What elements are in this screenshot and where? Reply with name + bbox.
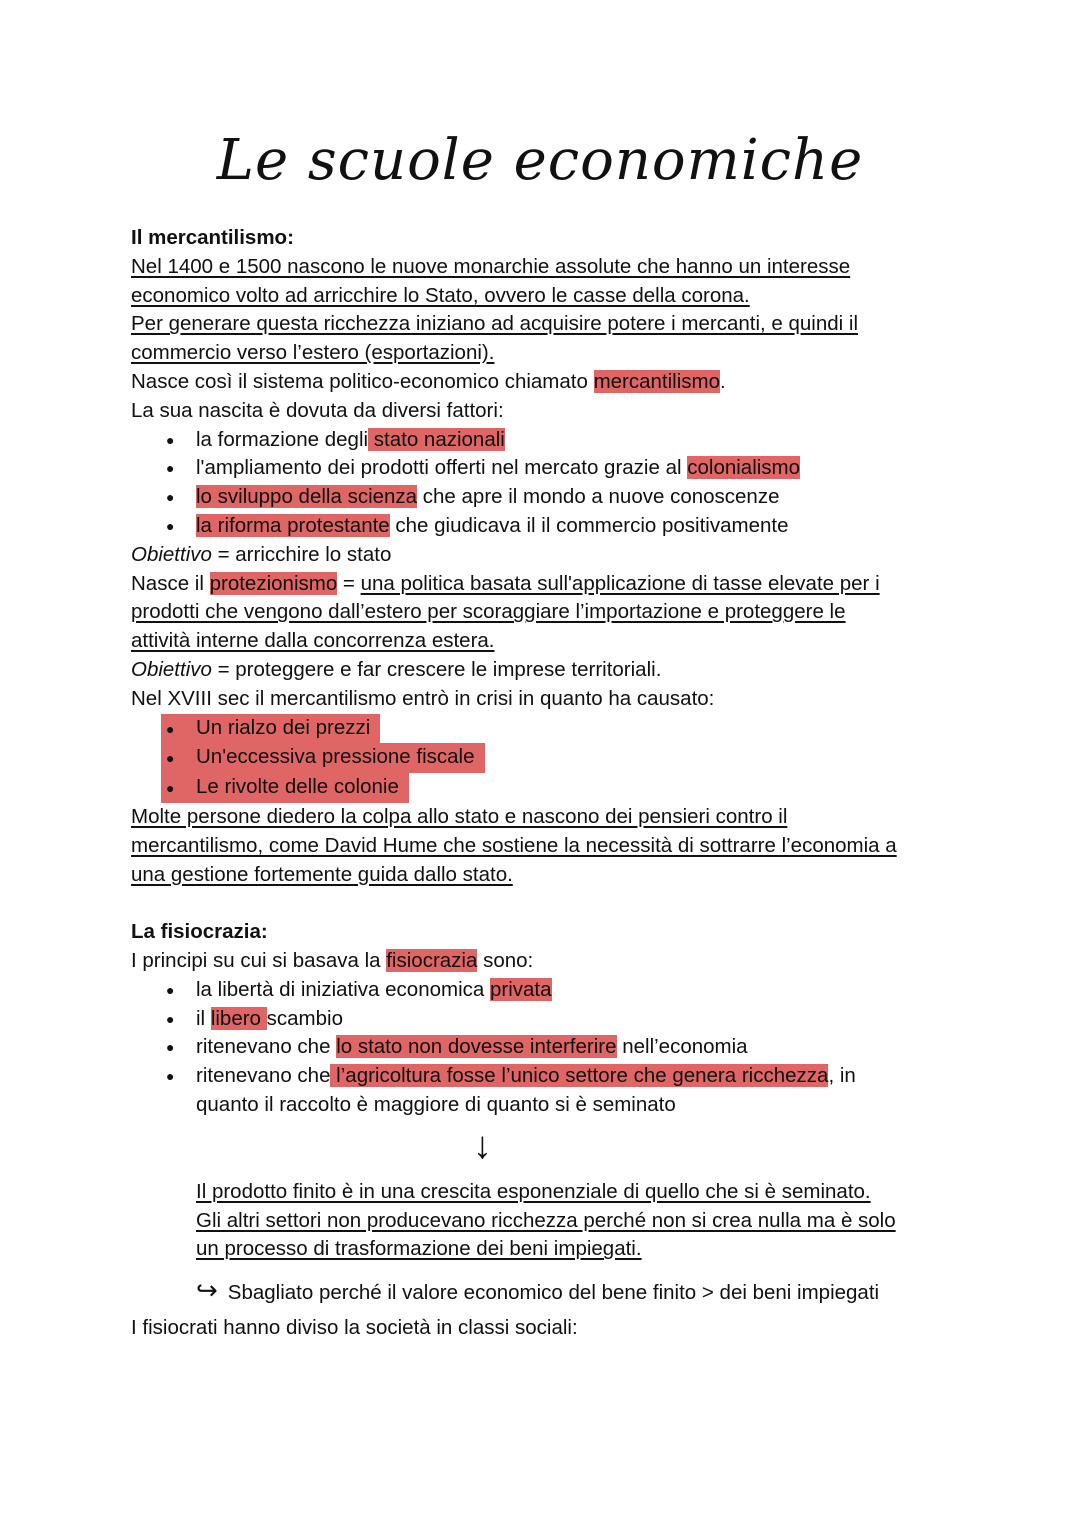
note-line xyxy=(131,1276,961,1308)
text: = proteggere e far crescere le imprese territoriali. xyxy=(211,657,662,681)
paragraph-line: Nel XVIII sec il mercantilismo entrò in crisi in quanto ha causato: xyxy=(131,686,715,710)
list-item xyxy=(131,976,961,1005)
paragraph-line: prodotti che vengono dall’estero per scoraggiare l’importazione e proteggere le xyxy=(131,600,846,624)
text: nell’economia xyxy=(616,1035,748,1059)
spacer xyxy=(131,889,961,918)
list-item xyxy=(131,773,961,803)
paragraph-line xyxy=(131,570,961,599)
text: l'ampliamento dei prodotti offerti nel mercato grazie al xyxy=(196,456,688,480)
list-item-continuation: quanto il raccolto è maggiore di quanto si è seminato xyxy=(196,1092,676,1116)
document-body xyxy=(131,224,961,1343)
text: = arricchire lo stato xyxy=(211,542,392,566)
text: , in xyxy=(828,1064,856,1088)
label-obiettivo: Obiettivo xyxy=(131,542,212,566)
bullet-icon: ● xyxy=(166,780,175,797)
text: Un rialzo dei prezzi xyxy=(196,715,371,739)
list-item xyxy=(131,512,961,541)
note-line: un processo di trasformazione dei beni impiegati. xyxy=(196,1237,642,1261)
text: scambio xyxy=(266,1006,343,1030)
highlight: stato nazionali xyxy=(368,427,505,451)
text: I principi su cui si basava la xyxy=(131,948,387,972)
list-item xyxy=(131,454,961,483)
list-item xyxy=(131,1033,961,1062)
paragraph-line: economico volto ad arricchire lo Stato, ovvero le casse della corona. xyxy=(131,283,750,307)
turn-arrow-icon: ↪ xyxy=(196,1275,218,1306)
text: Un'eccessiva pressione fiscale xyxy=(196,745,475,769)
text: sono: xyxy=(477,948,534,972)
paragraph-line: mercantilismo, come David Hume che sostiene la necessità di sottrarre l’economia a xyxy=(131,833,897,857)
paragraph-line: Per generare questa ricchezza iniziano ad acquisire potere i mercanti, e quindi il xyxy=(131,312,859,336)
list-item xyxy=(131,743,961,773)
paragraph-line: attività interne dalla concorrenza estera. xyxy=(131,629,495,653)
paragraph-line: La sua nascita è dovuta da diversi fattori: xyxy=(131,398,504,422)
text: Nasce il xyxy=(131,571,210,595)
list-item xyxy=(131,1005,961,1034)
highlight: l’agricoltura fosse l’unico settore che genera ricchezza xyxy=(330,1064,829,1088)
text: la formazione degli xyxy=(196,427,369,451)
paragraph-line: I fisiocrati hanno diviso la società in classi sociali: xyxy=(131,1315,578,1339)
heading-fisiocrazia: La fisiocrazia: xyxy=(131,920,268,944)
bullet-icon: ● xyxy=(166,750,175,767)
paragraph-line: una gestione fortemente guida dallo stato. xyxy=(131,862,513,886)
text: ritenevano che xyxy=(196,1064,331,1088)
paragraph-line xyxy=(131,656,961,685)
highlight: libero xyxy=(210,1006,267,1030)
paragraph-line xyxy=(131,541,961,570)
text: Le rivolte delle colonie xyxy=(196,775,399,799)
highlight: protezionismo xyxy=(209,571,338,595)
text: . xyxy=(720,369,726,393)
paragraph-line: commercio verso l’estero (esportazioni). xyxy=(131,341,495,365)
heading-mercantilismo: Il mercantilismo: xyxy=(131,226,294,249)
bullet-icon: ● xyxy=(166,720,175,737)
highlight: colonialismo xyxy=(687,456,801,480)
paragraph-line xyxy=(131,368,961,397)
highlight: privata xyxy=(489,977,552,1001)
text: che giudicava il il commercio positivamente xyxy=(389,513,789,537)
list-item xyxy=(131,1062,961,1091)
list-item xyxy=(131,483,961,512)
text: Sbagliato perché il valore economico del bene finito > dei beni impiegati xyxy=(227,1281,880,1305)
text: la libertà di iniziativa economica xyxy=(196,977,490,1001)
text: = xyxy=(337,571,361,595)
text: il xyxy=(196,1006,211,1030)
down-arrow-icon: ↓ xyxy=(473,1124,492,1167)
note-line: Il prodotto finito è in una crescita esponenziale di quello che si è seminato. xyxy=(196,1179,871,1203)
highlight: la riforma protestante xyxy=(196,513,390,537)
highlight: fisiocrazia xyxy=(386,948,478,972)
note-line: Gli altri settori non producevano ricchezza perché non si crea nulla ma è solo xyxy=(196,1208,896,1232)
text: Nasce così il sistema politico-economico chiamato xyxy=(131,369,594,393)
label-obiettivo: Obiettivo xyxy=(131,657,212,681)
paragraph-line: Molte persone diedero la colpa allo stato e nascono dei pensieri contro il xyxy=(131,804,788,828)
paragraph-line xyxy=(131,947,961,976)
list-item xyxy=(131,714,961,744)
text: ritenevano che xyxy=(196,1035,337,1059)
text: una politica basata sull'applicazione di tasse elevate per i xyxy=(360,571,880,595)
highlight: lo sviluppo della scienza xyxy=(196,485,418,509)
paragraph-line: Nel 1400 e 1500 nascono le nuove monarchie assolute che hanno un interesse xyxy=(131,254,851,278)
highlight: lo stato non dovesse interferire xyxy=(336,1035,617,1059)
page-title: Le scuole economiche xyxy=(216,128,864,193)
text: che apre il mondo a nuove conoscenze xyxy=(417,485,780,509)
highlight: mercantilismo xyxy=(593,369,721,393)
list-item xyxy=(131,426,961,455)
